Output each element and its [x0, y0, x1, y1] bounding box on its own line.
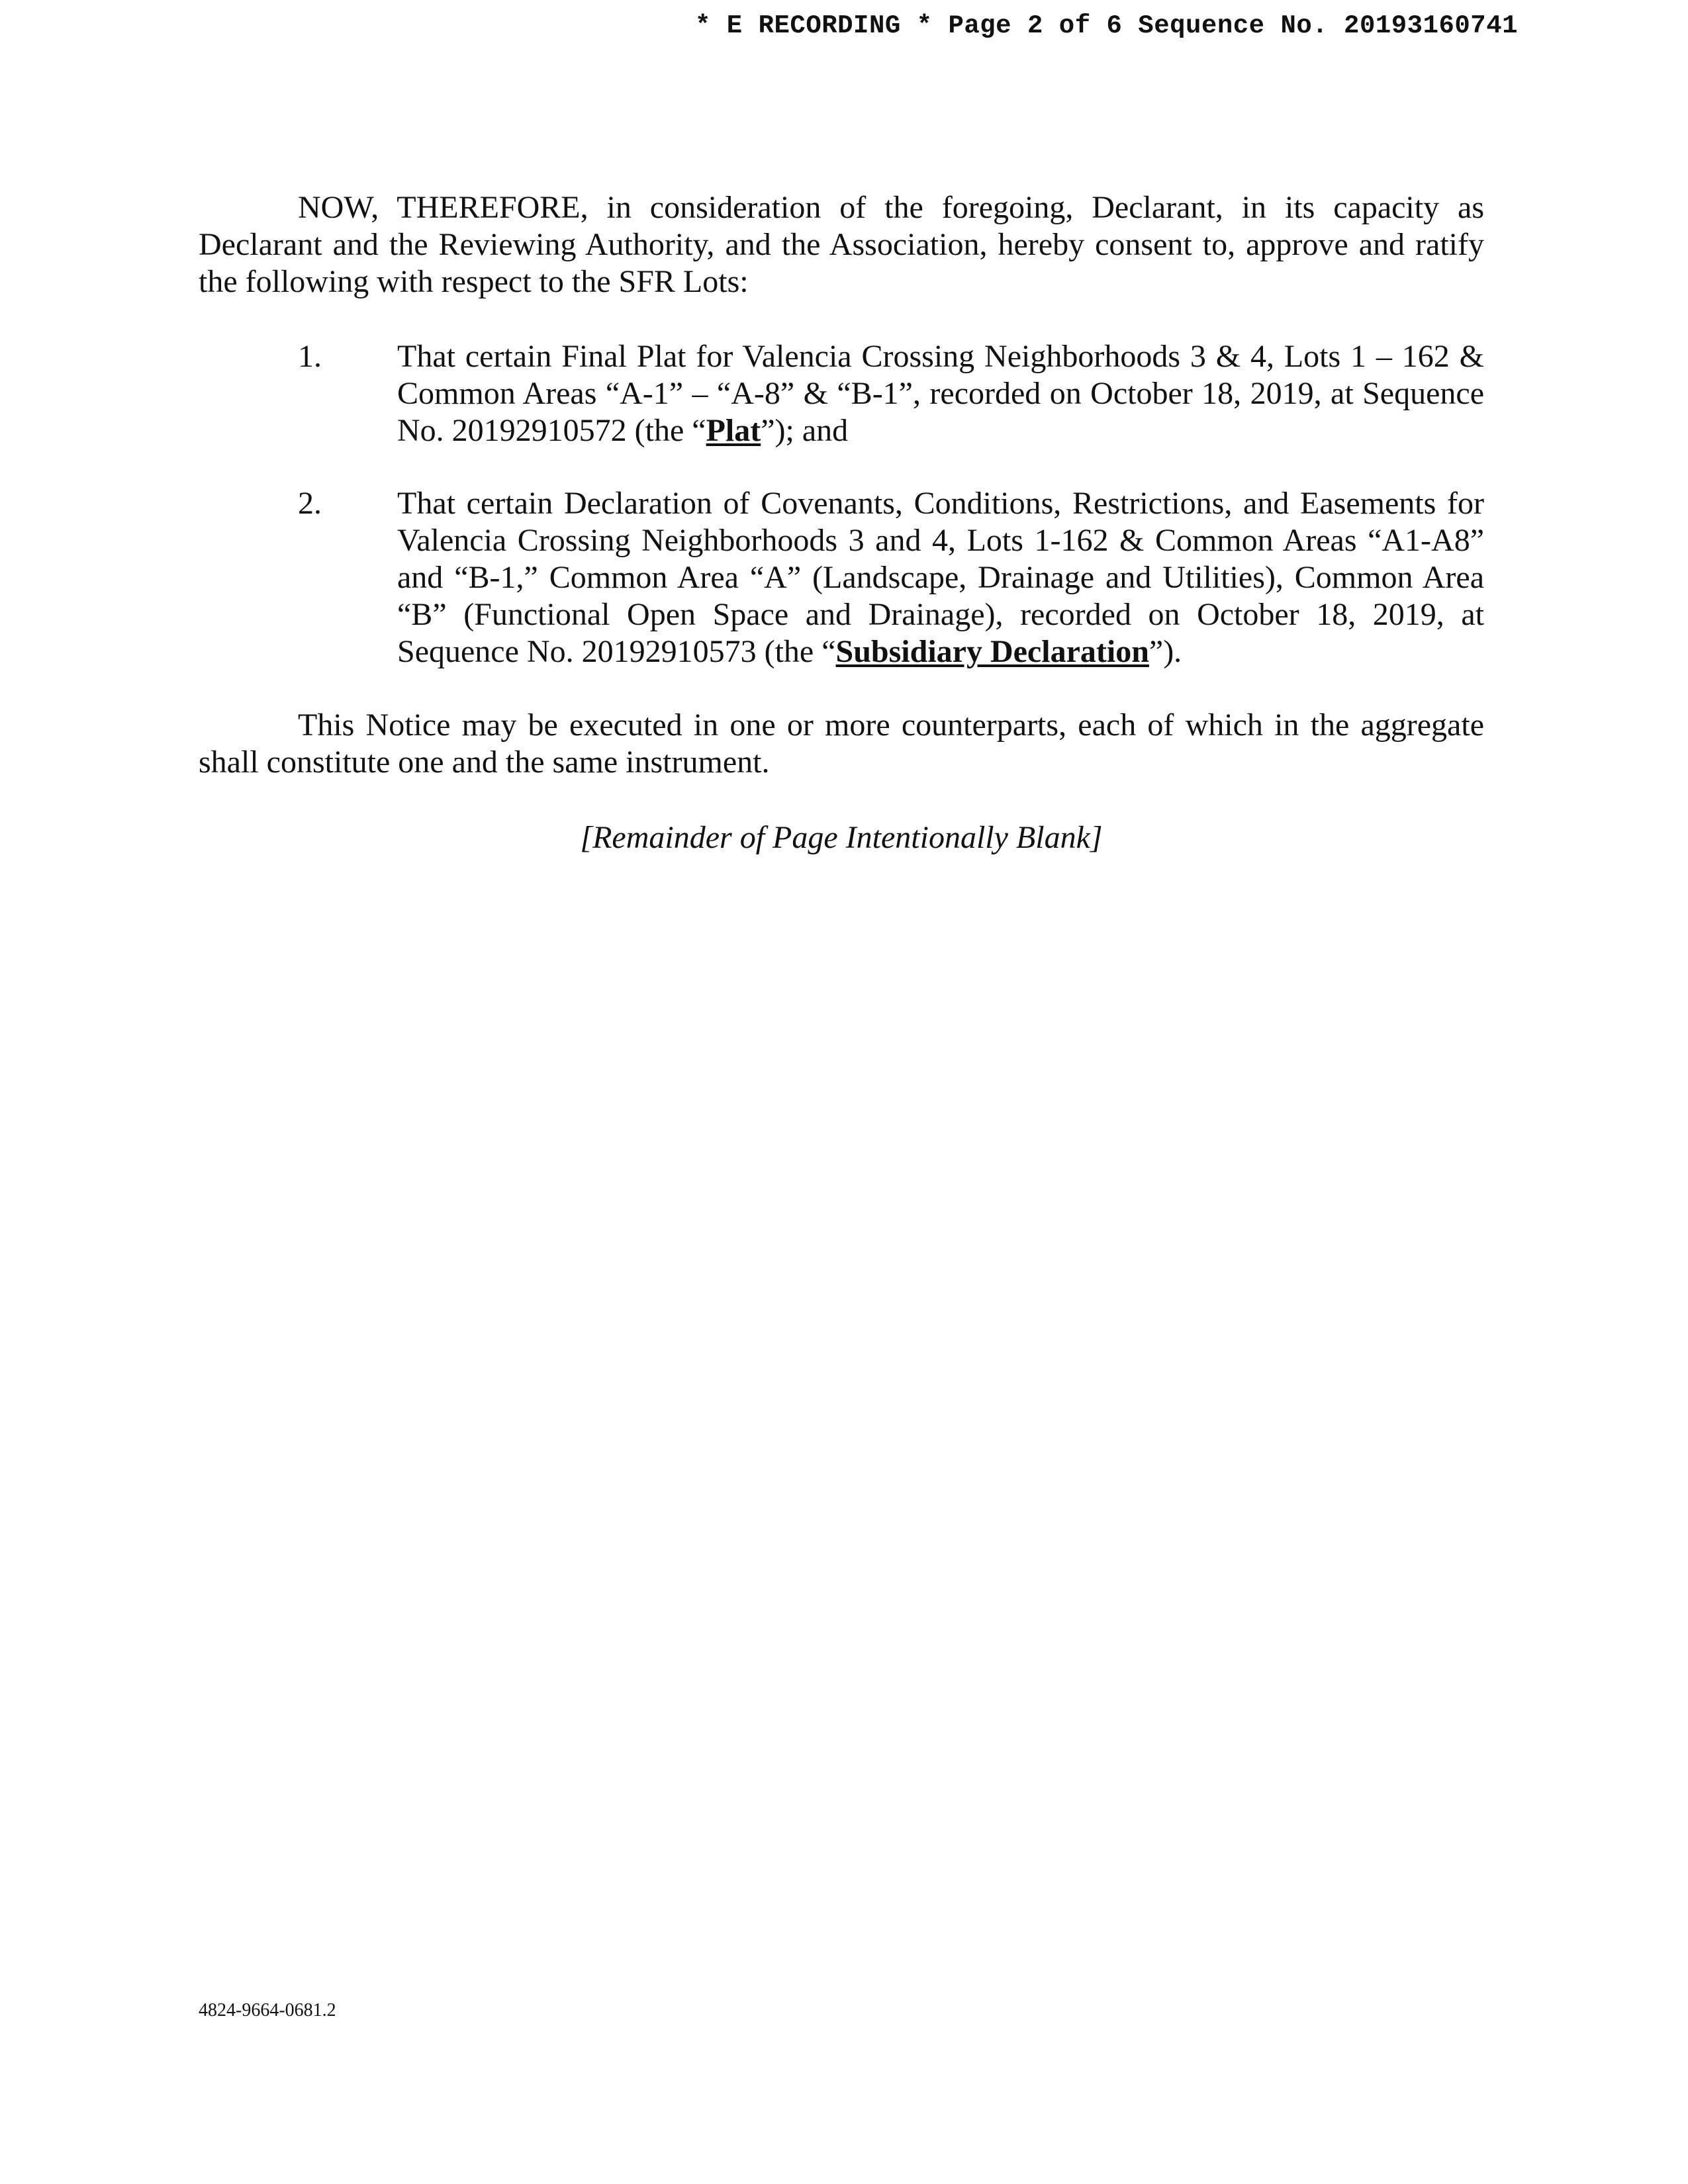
list-item-text: [397, 485, 1484, 670]
list-item: [298, 485, 1484, 670]
list-number: 1.: [298, 339, 322, 374]
list-item-text: [397, 338, 1484, 449]
defined-term-subsidiary-declaration: Subsidiary Declaration: [835, 634, 1149, 669]
counterparts-text: This Notice may be executed in one or more counterparts, each of which in the aggregate shall constitute one and the same instrument.: [199, 707, 1484, 780]
list-number: 2.: [298, 486, 322, 521]
counterparts-paragraph: [199, 707, 1484, 781]
intro-text: NOW, THEREFORE, in consideration of the foregoing, Declarant, in its capacity as Declarant and the Reviewing Authority, and the Association, hereby consent to, approve and ratify the following with respect to the SFR Lots:: [199, 190, 1484, 299]
defined-term-plat: Plat: [706, 413, 761, 448]
list-item: [298, 338, 1484, 449]
recording-stamp: * E RECORDING * Page 2 of 6 Sequence No. 20193160741: [695, 11, 1518, 40]
item-text-before: That certain Declaration of Covenants, Conditions, Restrictions, and Easements for Valencia Crossing Neighborhoods 3 and 4, Lots 1-162 & Common Areas “A1-A8” and “B-1,” Common Area “A” (Landscape, Drainage and Utilities), Common Area “B” (Functional Open Space and Drainage), recorded on October 18, 2019, at Sequence No. 20192910573 (the “: [397, 486, 1484, 669]
document-id: 4824-9664-0681.2: [199, 2000, 336, 2021]
remainder-blank-note: [Remainder of Page Intentionally Blank]: [580, 820, 1103, 855]
intro-paragraph: [199, 189, 1484, 300]
item-text-after: ”); and: [761, 413, 849, 448]
item-text-after: ”).: [1149, 634, 1182, 669]
item-text-before: That certain Final Plat for Valencia Crossing Neighborhoods 3 & 4, Lots 1 – 162 & Common Areas “A-1” – “A-8” & “B-1”, recorded on October 18, 2019, at Sequence No. 20192910572 (the “: [397, 339, 1484, 448]
